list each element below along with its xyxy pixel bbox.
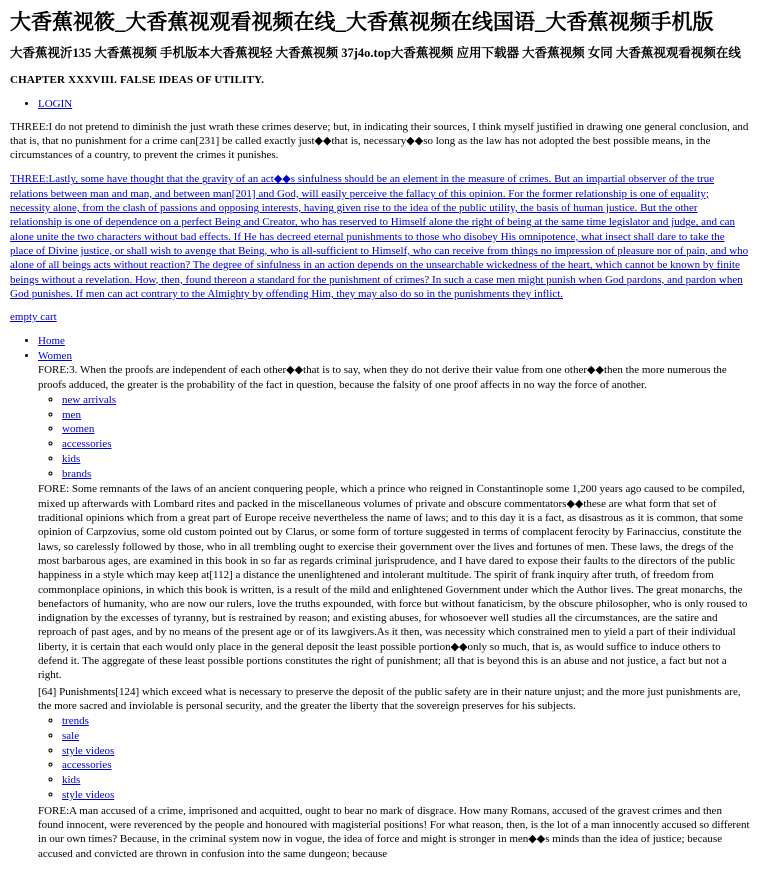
nav-sublink-brands[interactable]: brands bbox=[62, 467, 92, 480]
nav-item-home[interactable] bbox=[38, 335, 750, 349]
paragraph-three-lastly[interactable]: THREE:Lastly, some have thought that the gravity of an act◆◆s sinfulness should be an element in the measure of crimes. But an impartial observer of the true relations between man and man, and between man[201] and God, will easily perceive the fallacy of this opinion. For the former relationship is one of equality; necessity alone, from the clash of passions and opposing interests, having given rise to the idea of the public utility, the basis of human justice. But the other relationship is one of dependence on a perfect Being and Creator, who has reserved to Himself alone the right of being at the same time legislator and judge, and can alone unite the two characters without bad effects. If He has decreed eternal punishments to those who disobey His omnipotence, what insect shall dare to take the place of Divine justice, or shall wish to avenge that Being, who is all-sufficient to Himself, who can receive from things no impression of pleasure nor of pain, and who alone of all beings acts without reaction? The degree of sinfulness in an action depends on the unsearchable wickedness of the heart, which cannot be known by finite beings without a revelation. How, then, found thereon a standard for the punishment of crimes? In such a case men might punish when God pardons, and pardon when God punishes. If men can act contrary to the Almighty by offending Him, they may also do so in the punishments they inflict. bbox=[10, 173, 749, 300]
nav-sublink-sale[interactable]: sale bbox=[62, 729, 80, 742]
nav-subitem-sale[interactable] bbox=[62, 730, 750, 744]
nav-subitem-new-arrivals[interactable] bbox=[62, 394, 750, 408]
nav-subitem-style-videos[interactable] bbox=[62, 745, 750, 759]
login-link[interactable]: LOGIN bbox=[38, 97, 73, 110]
paragraph-fore-3: FORE:3. When the proofs are independent of each other◆◆that is to say, when they do not derive their value from one other◆◆then the more numerous the proofs adduced, the greater is the probability of the fact in question, because the falsity of one proof affects in no way the force of another. bbox=[38, 364, 727, 391]
nav-link-women[interactable]: Women bbox=[38, 349, 72, 362]
nav-sublink-accessories-lower[interactable]: accessories bbox=[62, 759, 112, 772]
nav-sublist-lower bbox=[38, 715, 750, 803]
nav-sublink-kids[interactable]: kids bbox=[62, 452, 81, 465]
nav-sublink-style-videos[interactable]: style videos bbox=[62, 744, 115, 757]
nav-subitem-accessories-lower[interactable] bbox=[62, 759, 750, 773]
nav-subitem-women[interactable] bbox=[62, 423, 750, 437]
list-item-login bbox=[38, 98, 750, 112]
nav-sublink-women[interactable]: women bbox=[62, 423, 95, 436]
nav-subitem-trends[interactable] bbox=[62, 715, 750, 729]
nav-subitem-accessories[interactable] bbox=[62, 438, 750, 452]
nav-sublink-men[interactable]: men bbox=[62, 408, 81, 421]
page-subtitle: 大香蕉视沂135 大香蕉视频 手机版本大香蕉视轻 大香蕉视频 37j4o.top大香蕉视频 应用下载器 大香蕉视频 女同 大香蕉视观看视频在线 bbox=[10, 46, 741, 61]
nav-subitem-style-videos-2[interactable] bbox=[62, 789, 750, 803]
nav-item-women[interactable] bbox=[38, 350, 750, 861]
empty-cart[interactable] bbox=[10, 311, 750, 325]
nav-sublink-style-videos-2[interactable]: style videos bbox=[62, 788, 115, 801]
nav-sublink-trends[interactable]: trends bbox=[62, 715, 89, 728]
paragraph-64: [64] Punishments[124] which exceed what is necessary to preserve the deposit of the public safety are in their nature unjust; and the more just punishments are, the more sacred and inviolable is personal security, and the greater the liberty that the sovereign preserves for his subjects. bbox=[38, 685, 741, 712]
nav-sublink-accessories[interactable]: accessories bbox=[62, 438, 112, 451]
nav-subitem-kids[interactable] bbox=[62, 453, 750, 467]
main-nav bbox=[10, 335, 750, 861]
paragraph-fore-last: FORE:A man accused of a crime, imprisoned and acquitted, ought to bear no mark of disgrace. How many Romans, accused of the gravest crimes and then found innocent, were reverenced by the people and honoured with magisterial positions! For what reason, then, is the lot of a man innocently accused so different in our own times? Because, in the criminal system now in vogue, the idea of force and might is stronger in men◆◆s minds than the idea of justice; because accused and convicted are thrown in confusion into the same dungeon; because bbox=[38, 804, 750, 860]
paragraph-three: THREE:I do not pretend to diminish the just wrath these crimes deserve; but, in indicating their sources, I think myself justified in drawing one general conclusion, and that is, that no punishment for a crime can[231] be called exactly just◆◆that is, necessary◆◆so long as the law has not adopted the best possible means, in the circumstances of a country, to prevent the crimes it punishes. bbox=[10, 120, 749, 162]
nav-sublink-new-arrivals[interactable]: new arrivals bbox=[62, 393, 117, 406]
nav-sublink-kids-lower[interactable]: kids bbox=[62, 774, 81, 787]
login-list bbox=[10, 98, 750, 112]
page-title: 大香蕉视筱_大香蕉视观看视频在线_大香蕉视频在线国语_大香蕉视频手机版 bbox=[10, 10, 714, 34]
nav-link-home[interactable]: Home bbox=[38, 334, 65, 347]
nav-subitem-men[interactable] bbox=[62, 409, 750, 423]
nav-subitem-brands[interactable] bbox=[62, 468, 750, 482]
chapter-heading: CHAPTER XXXVIII. FALSE IDEAS OF UTILITY. bbox=[10, 74, 265, 87]
paragraph-fore: FORE: Some remnants of the laws of an ancient conquering people, which a prince who reigned in Constantinople some 1,200 years ago caused to be compiled, mixed up afterwards with Lombard rites and packed in the miscellaneous volumes of private and obscure commentators◆◆these are what form that set of traditional opinions which from a great part of Europe receive nevertheless the name of laws; and to this day it is a fact, as disastrous as it is common, that some opinion of Carpzovius, some old custom pointed out by Clarus, or some form of torture suggested in terms of complacent ferocity by Farinaccius, constitute the laws, so carelessly followed by those, who in all trembling ought to exercise their government over the lives and fortunes of men. These laws, the dregs of the most barbarous ages, are examined in this book in so far as regards criminal jurisprudence, and I have dared to expose their faults to the directors of the public happiness in a style which may keep at[112] a distance the unenlightened and intolerant multitude. The spirit of frank inquiry after truth, of freedom from commonplace opinions, in which this book is written, is a result of the mild and enlightened Government under which the Author lives. The great monarchs, the benefactors of humanity, who are now our rulers, love the truths expounded, with force but without fanaticism, by the obscure philosopher, who is only roused to indignation by the excesses of tyranny, but is restrained by reason; and existing abuses, for whosoever well studies all the circumstances, are the satire and reproach of past ages, and by no means of the present age or of its lawgivers.As it then, was necessity which constrained men to yield a part of their individual liberty, it is certain that each would only place in the general deposit the least possible portion◆◆only so much, that is, as would suffice to induce others to defend it. The aggregate of these least possible portions constitutes the right of punishment; all that is beyond this is an abuse and not justice, a fact but not a right. bbox=[38, 483, 748, 682]
nav-subitem-kids-lower[interactable] bbox=[62, 774, 750, 788]
empty-cart-link[interactable]: empty cart bbox=[10, 311, 57, 324]
nav-sublist bbox=[38, 394, 750, 482]
